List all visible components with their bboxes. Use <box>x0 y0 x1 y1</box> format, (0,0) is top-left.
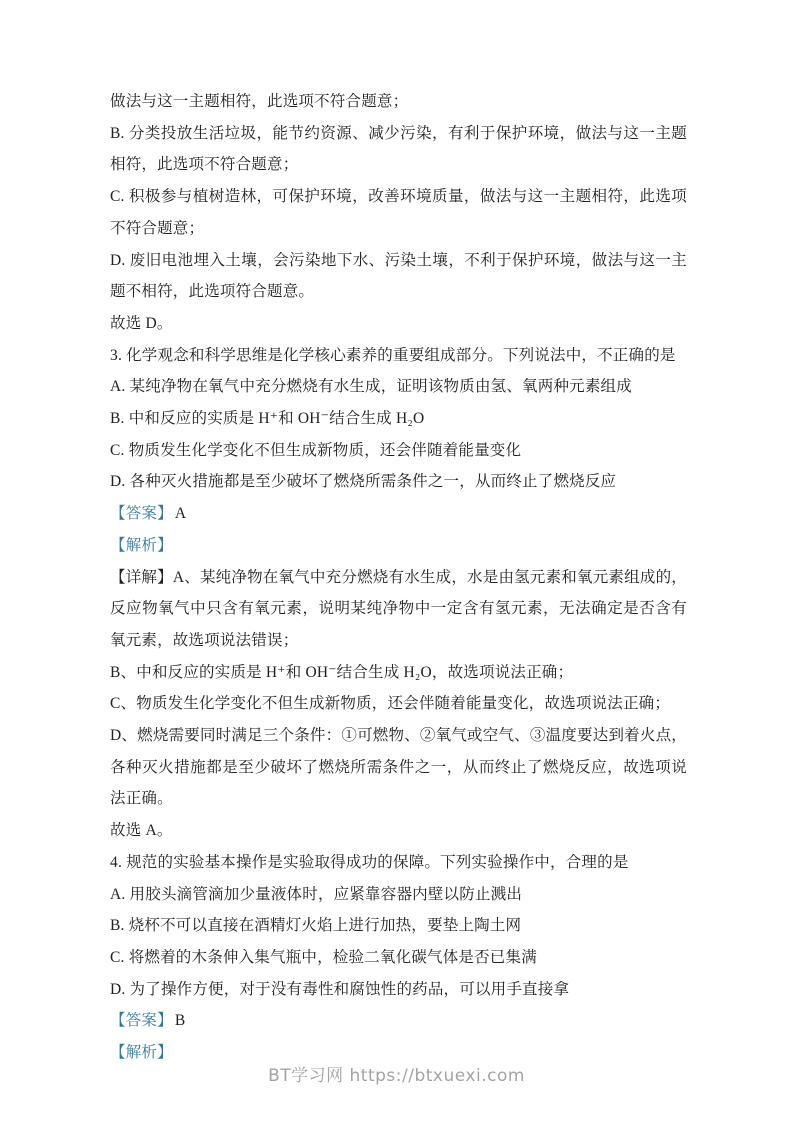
text-paragraph: 故选 D。 <box>110 314 173 332</box>
analysis-label: 【解析】 <box>110 1044 173 1062</box>
answer-label: 【答案】 <box>110 505 173 523</box>
text-paragraph: B、中和反应的实质是 H⁺和 OH⁻结合生成 H₂O，故选项说法正确； <box>110 663 574 681</box>
document-body <box>110 86 687 1069</box>
analysis-marker <box>110 530 687 562</box>
text-paragraph: D、燃烧需要同时满足三个条件：①可燃物、②氧气或空气、③温度要达到着火点，各种灭火措施都是至少破坏了燃烧所需条件之一，从而终止了燃烧反应，故选项说法正确。 <box>110 727 687 808</box>
text-paragraph: 3. 化学观念和科学思维是化学核心素养的重要组成部分。下列说法中，不正确的是 <box>110 346 676 364</box>
detail-paragraph <box>110 562 687 657</box>
text-paragraph: B. 烧杯不可以直接在酒精灯火焰上进行加热，要垫上陶土网 <box>110 917 522 935</box>
answer-value: B <box>174 1012 186 1030</box>
text-paragraph: B. 中和反应的实质是 H⁺和 OH⁻结合生成 H₂O <box>110 410 425 428</box>
text-paragraph: C. 将燃着的木条伸入集气瓶中，检验二氧化碳气体是否已集满 <box>110 948 537 966</box>
detail-text: A、某纯净物在氧气中充分燃烧有水生成，水是由氢元素和氧元素组成的，反应物氧气中只含有氧元素，说明某纯净物中一定含有氢元素，无法确定是否含有氧元素，故选项说法错误； <box>110 568 687 649</box>
text-paragraph: A. 某纯净物在氧气中充分燃烧有水生成，证明该物质由氢、氧两种元素组成 <box>110 378 632 396</box>
text-paragraph: 做法与这一主题相符，此选项不符合题意； <box>110 93 409 110</box>
detail-label: 【详解】 <box>110 568 173 586</box>
answer-label: 【答案】 <box>110 1012 173 1030</box>
analysis-label: 【解析】 <box>110 536 173 554</box>
answer-line <box>110 1005 687 1037</box>
answer-value: A <box>174 505 187 523</box>
text-paragraph: D. 各种灭火措施都是至少破坏了燃烧所需条件之一，从而终止了燃烧反应 <box>110 473 617 491</box>
text-paragraph: B. 分类投放生活垃圾，能节约资源、减少污染，有利于保护环境，做法与这一主题相符，此选项不符合题意； <box>110 124 687 174</box>
text-paragraph: D. 为了操作方便，对于没有毒性和腐蚀性的药品，可以用手直接拿 <box>110 980 570 998</box>
answer-line <box>110 498 687 530</box>
text-paragraph: C. 物质发生化学变化不但生成新物质，还会伴随着能量变化 <box>110 441 522 459</box>
text-paragraph: A. 用胶头滴管滴加少量液体时，应紧靠容器内壁以防止溅出 <box>110 885 523 903</box>
text-paragraph: C. 积极参与植树造林，可保护环境，改善环境质量，做法与这一主题相符，此选项不符合题意； <box>110 188 687 237</box>
text-paragraph: 故选 A。 <box>110 822 173 840</box>
text-paragraph: 4. 规范的实验基本操作是实验取得成功的保障。下列实验操作中，合理的是 <box>110 853 629 871</box>
watermark-footer: BT学习网 https://btxuexi.com <box>268 1066 525 1086</box>
text-paragraph: D. 废旧电池埋入土壤，会污染地下水、污染土壤，不利于保护环境，做法与这一主题不相符，此选项符合题意。 <box>110 251 687 301</box>
text-paragraph: C、物质发生化学变化不但生成新物质，还会伴随着能量变化，故选项说法正确； <box>110 695 671 713</box>
